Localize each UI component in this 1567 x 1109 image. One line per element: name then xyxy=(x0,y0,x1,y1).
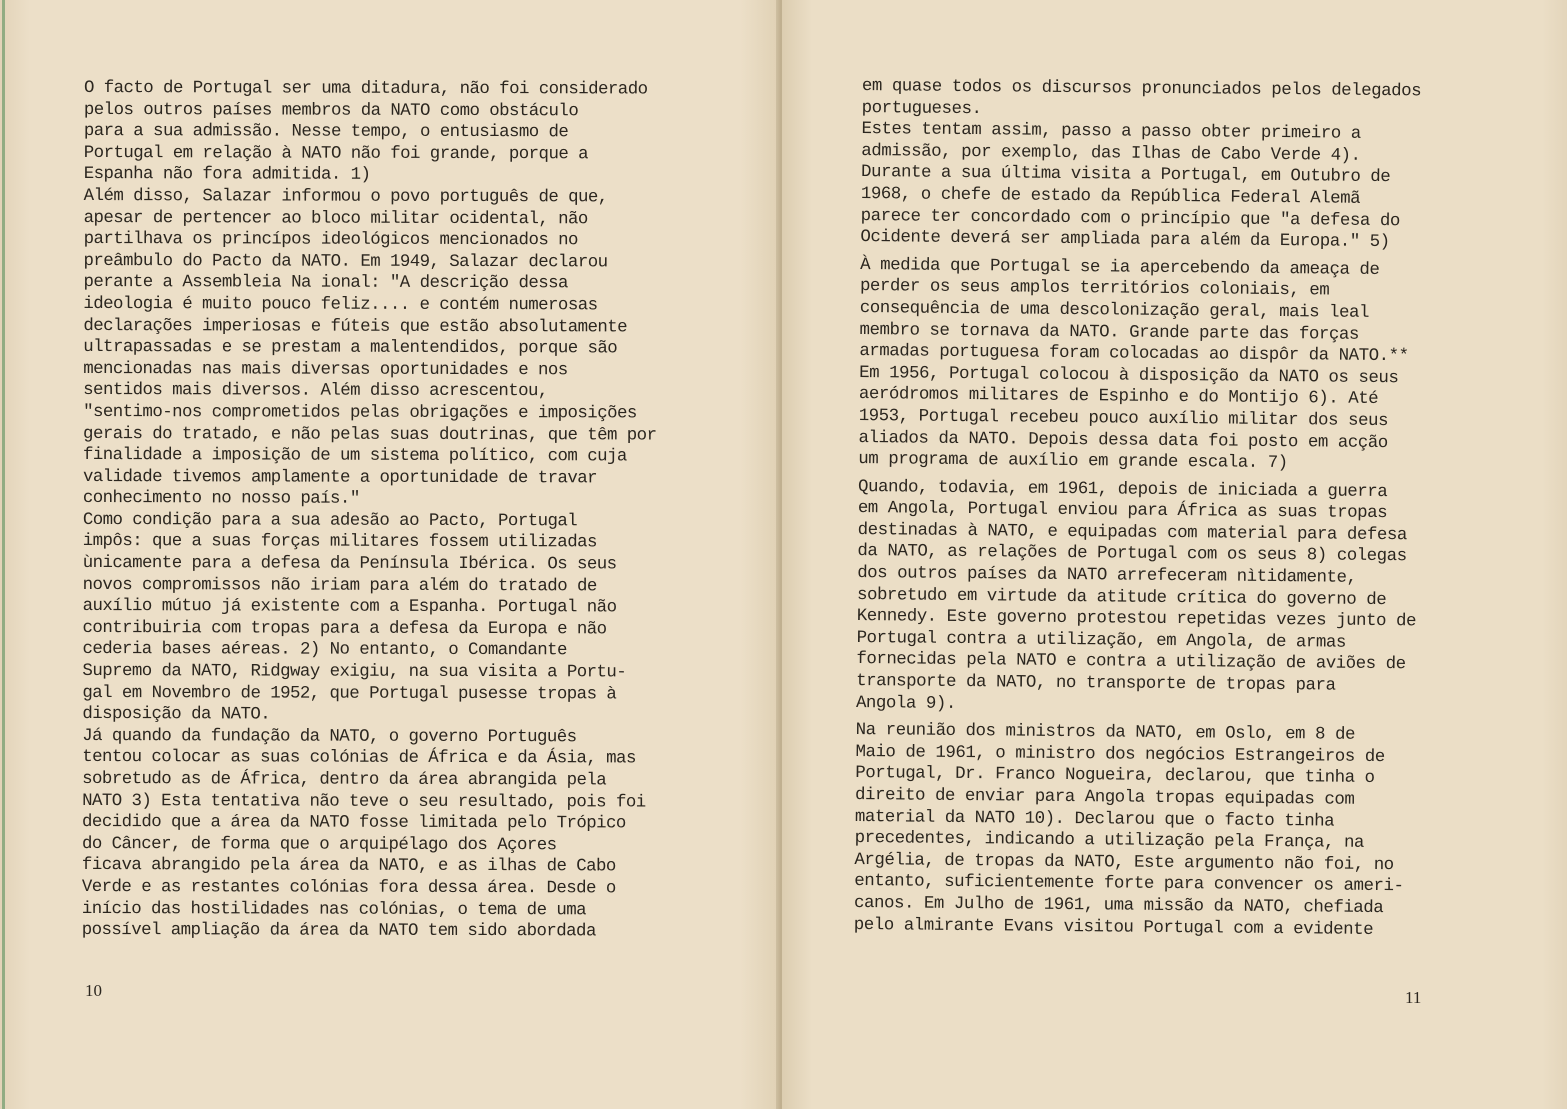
text-line: precedentes, indicando a utilização pela França, na xyxy=(854,829,1365,854)
text-line: sobretudo em virtude da atitude crítica do governo de xyxy=(856,585,1387,610)
text-line: apesar de pertencer ao bloco militar ocidental, não xyxy=(83,208,588,229)
text-line: preâmbulo do Pacto da NATO. Em 1949, Salazar declarou xyxy=(83,251,608,273)
right-page-text xyxy=(854,76,1462,942)
text-line: aeródromos militares de Espinho e do Montijo 6). Até xyxy=(858,385,1379,410)
text-line: Na reunião dos ministros da NATO, em Oslo, em 8 de xyxy=(855,721,1356,745)
text-line: "sentimo-nos comprometidos pelas obrigações e imposições xyxy=(83,402,637,424)
text-line: perder os seus amplos territórios coloniais, em xyxy=(859,277,1330,301)
text-line: 1968, o chefe de estado da República Federal Alemã xyxy=(860,184,1361,209)
text-line: NATO 3) Esta tentativa não teve o seu resultado, pois foi xyxy=(82,791,646,813)
text-line: Kennedy. Este governo protestou repetidas vezes junto de xyxy=(856,607,1417,632)
text-line: armadas portuguesa foram colocadas ao dispôr da NATO.** xyxy=(859,342,1409,367)
text-line: ficava abrangido pela área da NATO, e as ilhas de Cabo xyxy=(81,856,616,877)
text-line: início das hostilidades nas colónias, o tema de uma xyxy=(81,899,587,920)
text-line: gerais do tratado, e não pelas suas doutrinas, que têm por xyxy=(83,424,657,445)
text-line: O facto de Portugal ser uma ditadura, não foi considerado xyxy=(83,79,648,100)
text-line: partilhava os princípos ideológicos mencionados no xyxy=(83,230,578,251)
text-line: membro se tornava da NATO. Grande parte das forças xyxy=(859,320,1359,345)
text-line: Durante a sua última visita a Portugal, em Outubro de xyxy=(860,163,1391,188)
text-line: Quando, todavia, em 1961, depois de iniciada a guerra xyxy=(857,477,1388,502)
text-line: Ocidente deverá ser ampliada para além da Europa." 5) xyxy=(860,228,1390,253)
text-line: conhecimento no nosso país." xyxy=(82,489,360,510)
text-line: Estes tentam assim, passo a passo obter primeiro a xyxy=(861,120,1361,144)
text-line: finalidade a imposição de um sistema político, com cuja xyxy=(82,446,627,467)
text-line: pelos outros países membros da NATO como obstáculo xyxy=(83,100,579,121)
text-line: Espanha não fora admitida. 1) xyxy=(83,165,371,186)
text-line: fornecidas pela NATO e contra a utilização de aviões de xyxy=(856,650,1406,675)
page-number-right: 11 xyxy=(1405,988,1422,1007)
text-line: validade tivemos amplamente a oportunidade de travar xyxy=(82,467,598,489)
text-line: possível ampliação da área da NATO tem sido abordada xyxy=(81,921,596,942)
text-line: entanto, suficientemente forte para convencer os ameri- xyxy=(854,872,1404,897)
text-line: Angola 9). xyxy=(855,693,956,714)
text-line: mencionadas nas mais diversas oportunidades e nos xyxy=(83,359,568,380)
text-line: contribuiria com tropas para a defesa da Europa e não xyxy=(82,618,607,640)
text-line: Argélia, de tropas da NATO, Este argumento não foi, no xyxy=(854,850,1394,875)
text-line: em quase todos os discursos pronunciados pelos delegados xyxy=(861,76,1422,102)
text-line: parece ter concordado com o princípio que "a defesa do xyxy=(860,206,1400,231)
text-line: para a sua admissão. Nesse tempo, o entusiasmo de xyxy=(83,122,569,143)
text-line: destinadas à NATO, e equipadas com material para defesa xyxy=(857,520,1407,546)
text-line: em Angola, Portugal enviou para África as suas tropas xyxy=(857,499,1388,524)
text-line: gal em Novembro de 1952, que Portugal pusesse tropas à xyxy=(82,683,617,705)
text-line: sobretudo as de África, dentro da área abrangida pela xyxy=(82,769,607,791)
text-line: decidido que a área da NATO fosse limitada pelo Trópico xyxy=(82,813,626,834)
text-line: consequência de uma descolonização geral, mais leal xyxy=(859,298,1370,323)
text-line: declarações imperiosas e fúteis que estão absolutamente xyxy=(83,316,628,337)
text-line: transporte da NATO, no transporte de tropas para xyxy=(856,672,1336,696)
left-page xyxy=(0,0,782,1109)
text-line: Já quando da fundação da NATO, o governo Português xyxy=(82,726,577,748)
text-line: Além disso, Salazar informou o povo português de que, xyxy=(83,186,608,208)
right-page xyxy=(782,0,1567,1109)
text-line: novos compromissos não iriam para além do tratado de xyxy=(82,575,597,597)
text-line: Portugal em relação à NATO não foi grande, porque a xyxy=(83,143,589,165)
text-line: material da NATO 10). Declarou que o facto tinha xyxy=(854,807,1335,832)
text-line: Portugal, Dr. Franco Nogueira, declarou, que tinha o xyxy=(855,764,1375,789)
text-line: do Câncer, de forma que o arquipélago dos Açores xyxy=(81,834,557,856)
text-line: 1953, Portugal recebeu pouco auxílio militar dos seus xyxy=(858,406,1389,431)
text-line: Portugal contra a utilização, em Angola, de armas xyxy=(856,628,1346,653)
text-line: Supremo da NATO, Ridgway exigiu, na sua visita a Portu- xyxy=(82,662,627,683)
text-line: Verde e as restantes colónias fora dessa área. Desde o xyxy=(81,877,616,899)
text-line: ideologia é muito pouco feliz.... e contém numerosas xyxy=(83,294,598,316)
text-line: ùnicamente para a defesa da Península Ibérica. Os seus xyxy=(82,554,617,575)
text-line: cederia bases aéreas. 2) No entanto, o Comandante xyxy=(82,640,567,661)
text-line: Como condição para a sua adesão ao Pacto, Portugal xyxy=(82,510,578,532)
text-line: portugueses. xyxy=(861,98,982,119)
page-edge-line xyxy=(2,0,5,1109)
text-line: sentidos mais diversos. Além disso acrescentou, xyxy=(83,381,548,402)
text-line: ultrapassadas e se prestam a malentendidos, porque são xyxy=(83,338,618,359)
text-line: Maio de 1961, o ministro dos negócios Estrangeiros de xyxy=(855,742,1385,767)
text-line: auxílio mútuo já existente com a Espanha. Portugal não xyxy=(82,597,617,618)
left-page-text xyxy=(82,78,684,943)
text-line: perante a Assembleia Na ional: "A descrição dessa xyxy=(83,273,568,294)
text-line: direito de enviar para Angola tropas equipadas com xyxy=(855,785,1355,810)
text-line: dos outros países da NATO arrefeceram nìtidamente, xyxy=(857,564,1357,588)
text-line: admissão, por exemplo, das Ilhas de Cabo Verde 4). xyxy=(861,141,1361,166)
text-line: canos. Em Julho de 1961, uma missão da NATO, chefiada xyxy=(853,893,1384,919)
text-line: aliados da NATO. Depois dessa data foi posto em acção xyxy=(858,428,1388,453)
text-line: um programa de auxílio em grande escala. 7) xyxy=(858,450,1288,474)
text-line: tentou colocar as suas colónias de África e da Ásia, mas xyxy=(82,748,636,769)
page-number-left: 10 xyxy=(85,981,102,1000)
text-line: pelo almirante Evans visitou Portugal com a evidente xyxy=(853,915,1374,940)
text-line: disposição da NATO. xyxy=(82,705,271,725)
text-line: da NATO, as relações de Portugal com os seus 8) colegas xyxy=(857,542,1407,567)
text-line: impôs: que a suas forças militares fossem utilizadas xyxy=(82,532,597,553)
text-line: À medida que Portugal se ia apercebendo da ameaça de xyxy=(860,255,1380,280)
text-line: Em 1956, Portugal colocou à disposição da NATO os seus xyxy=(859,363,1399,388)
